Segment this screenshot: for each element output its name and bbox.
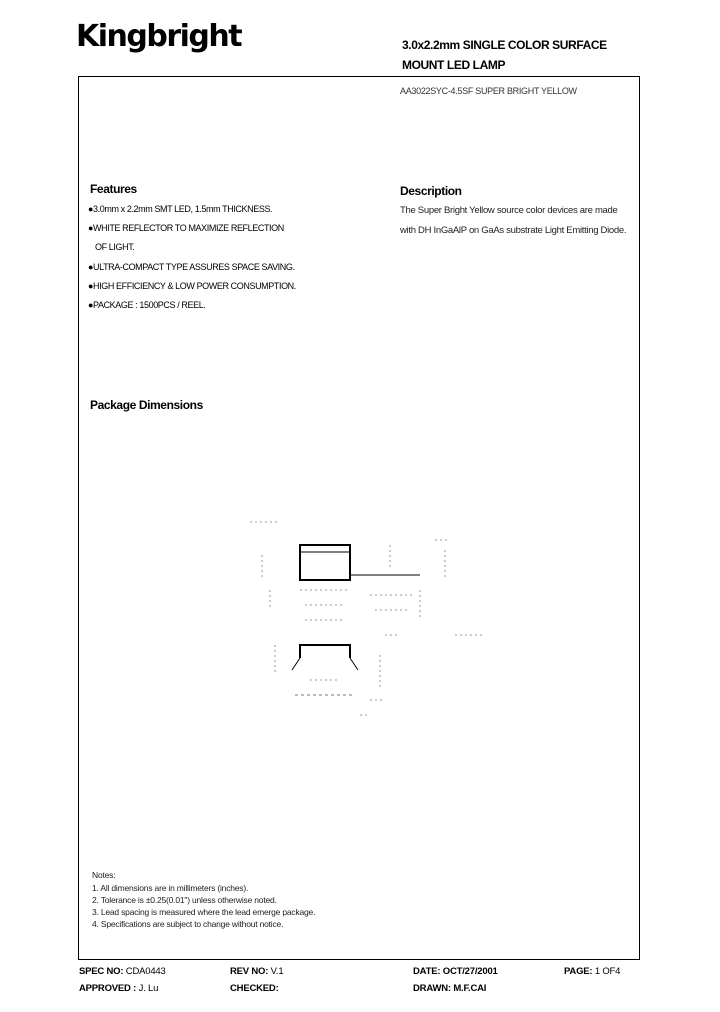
notes-heading: Notes: [92, 870, 116, 880]
date-label: DATE: [413, 966, 441, 977]
feature-item: ●3.0mm x 2.2mm SMT LED, 1.5mm THICKNESS. [88, 204, 273, 214]
spec-no-label: SPEC NO: [79, 966, 124, 977]
drawn-label: DRAWN: [413, 983, 451, 994]
approved-value: J. Lu [138, 983, 159, 994]
kingbright-logo: Kingbright [76, 19, 242, 54]
feature-item: ●WHITE REFLECTOR TO MAXIMIZE REFLECTION [88, 223, 284, 233]
drawn-value: M.F.CAI [453, 983, 487, 994]
note-item: 1. All dimensions are in millimeters (inches). [92, 883, 249, 893]
description-line: The Super Bright Yellow source color devices are made [400, 205, 618, 216]
feature-item: ●HIGH EFFICIENCY & LOW POWER CONSUMPTION. [88, 281, 296, 291]
note-item: 3. Lead spacing is measured where the lead emerge package. [92, 907, 316, 917]
document-title-line1: 3.0x2.2mm SINGLE COLOR SURFACE [402, 38, 607, 52]
approved-label: APPROVED : [79, 983, 137, 994]
date-value: OCT/27/2001 [442, 966, 498, 977]
page-label: PAGE: [564, 966, 593, 977]
led-side-view-outline [300, 645, 350, 658]
approved-field [79, 983, 158, 994]
rev-no-label: REV NO: [230, 966, 269, 977]
page-value: 1 OF4 [594, 966, 621, 977]
drawn-field [413, 983, 486, 994]
note-item: 4. Specifications are subject to change without notice. [92, 919, 284, 929]
package-dimension-drawing [240, 510, 490, 720]
spec-no-value: CDA0443 [125, 966, 166, 977]
note-item: 2. Tolerance is ±0.25(0.01") unless otherwise noted. [92, 895, 277, 905]
description-line: with DH InGaAlP on GaAs substrate Light Emitting Diode. [400, 225, 627, 236]
feature-item: ●PACKAGE : 1500PCS / REEL. [88, 300, 206, 310]
rev-no-value: V.1 [270, 966, 284, 977]
feature-item: OF LIGHT. [95, 242, 135, 252]
document-title-line2: MOUNT LED LAMP [402, 58, 506, 72]
rev-no-field [230, 966, 283, 977]
part-number: AA3022SYC-4.5SF SUPER BRIGHT YELLOW [400, 86, 577, 96]
package-dimensions-heading: Package Dimensions [90, 398, 203, 412]
checked-field [230, 983, 279, 994]
features-heading: Features [90, 182, 137, 196]
description-heading: Description [400, 184, 462, 198]
spec-no-field [79, 966, 166, 977]
feature-item: ●ULTRA-COMPACT TYPE ASSURES SPACE SAVING. [88, 262, 295, 272]
led-top-view-outline [300, 545, 350, 580]
date-field [413, 966, 498, 977]
checked-label: CHECKED: [230, 983, 279, 994]
page-field [564, 966, 620, 977]
